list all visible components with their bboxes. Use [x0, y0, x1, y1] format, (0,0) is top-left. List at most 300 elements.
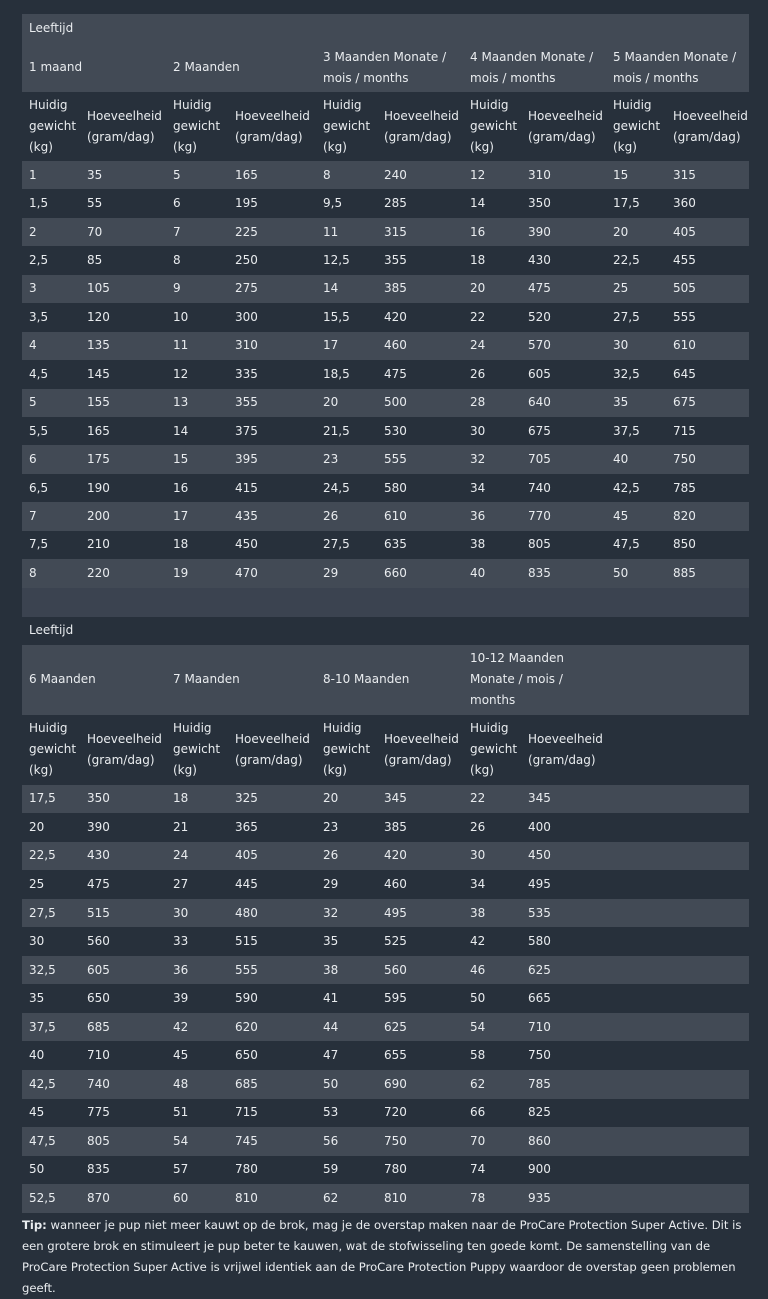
- weight-cell: 74: [470, 1162, 486, 1177]
- empty-cell: [606, 984, 666, 1013]
- amount-cell: 315: [384, 224, 407, 239]
- weight-cell: 20: [29, 819, 45, 834]
- table-row: [22, 531, 749, 559]
- amount-cell: 55: [87, 196, 103, 211]
- amount-cell: 560: [384, 962, 407, 977]
- amount-cell: 535: [528, 905, 551, 920]
- weight-cell: 17: [323, 338, 339, 353]
- amount-cell: 635: [384, 537, 407, 552]
- empty-cell: [666, 1127, 749, 1156]
- weight-column-header: Huidig gewicht (kg): [29, 98, 77, 154]
- weight-cell: 3: [29, 281, 37, 296]
- amount-cell: 770: [528, 508, 551, 523]
- amount-cell: 335: [235, 366, 258, 381]
- weight-cell: 37,5: [29, 1019, 56, 1034]
- weight-column-header: Huidig gewicht (kg): [613, 98, 661, 154]
- weight-cell: 20: [470, 281, 486, 296]
- table-row: [22, 445, 749, 473]
- amount-cell: 155: [87, 395, 110, 410]
- weight-column-header: Huidig gewicht (kg): [29, 721, 77, 778]
- amount-cell: 225: [235, 224, 258, 239]
- amount-cell: 740: [528, 480, 551, 495]
- weight-cell: 38: [323, 962, 339, 977]
- weight-cell: 5: [29, 395, 37, 410]
- weight-cell: 3,5: [29, 309, 49, 324]
- amount-cell: 300: [235, 309, 258, 324]
- weight-column-header: Huidig gewicht (kg): [323, 98, 371, 154]
- weight-cell: 15: [613, 167, 629, 182]
- weight-cell: 22,5: [613, 253, 640, 268]
- tip-label: Tip:: [22, 1218, 47, 1232]
- amount-cell: 820: [673, 508, 696, 523]
- amount-cell: 555: [673, 309, 696, 324]
- amount-cell: 315: [673, 167, 696, 182]
- amount-cell: 650: [235, 1048, 258, 1063]
- table-row: [22, 785, 749, 814]
- amount-cell: 250: [235, 253, 258, 268]
- table2-group-header: [606, 645, 749, 715]
- table-row: [22, 303, 749, 331]
- weight-cell: 34: [470, 480, 486, 495]
- weight-cell: 13: [173, 395, 189, 410]
- amount-cell: 665: [528, 991, 551, 1006]
- amount-cell: 195: [235, 196, 258, 211]
- weight-cell: 30: [470, 423, 486, 438]
- weight-cell: 1,5: [29, 196, 49, 211]
- weight-cell: 12: [173, 366, 189, 381]
- amount-cell: 350: [87, 791, 110, 806]
- table-divider: [22, 588, 749, 617]
- weight-cell: 41: [323, 991, 339, 1006]
- weight-cell: 30: [470, 848, 486, 863]
- amount-cell: 355: [384, 253, 407, 268]
- amount-cell: 495: [528, 876, 551, 891]
- table1-group-header: 3 Maanden Monate / mois / months: [323, 49, 447, 85]
- amount-cell: 720: [384, 1105, 407, 1120]
- table-row: [22, 189, 749, 217]
- weight-cell: 50: [29, 1162, 45, 1177]
- amount-cell: 310: [235, 338, 258, 353]
- table2-subheader-row: [22, 715, 749, 785]
- weight-cell: 33: [173, 934, 189, 949]
- empty-cell: [606, 1127, 666, 1156]
- weight-cell: 5: [173, 167, 181, 182]
- weight-cell: 18: [173, 791, 189, 806]
- weight-cell: 22: [470, 309, 486, 324]
- amount-column-header: Hoeveelheid (gram/dag): [673, 108, 748, 144]
- table-row: [22, 417, 749, 445]
- weight-cell: 32,5: [29, 962, 56, 977]
- amount-cell: 400: [528, 819, 551, 834]
- weight-cell: 36: [173, 962, 189, 977]
- weight-cell: 35: [29, 991, 45, 1006]
- table-row: [22, 161, 749, 189]
- table-row: [22, 1099, 749, 1128]
- weight-cell: 35: [323, 934, 339, 949]
- weight-cell: 70: [470, 1133, 486, 1148]
- table-row: [22, 870, 749, 899]
- weight-cell: 12: [470, 167, 486, 182]
- amount-cell: 505: [673, 281, 696, 296]
- amount-cell: 805: [528, 537, 551, 552]
- amount-cell: 165: [235, 167, 258, 182]
- amount-cell: 715: [673, 423, 696, 438]
- amount-cell: 685: [87, 1019, 110, 1034]
- weight-cell: 32: [323, 905, 339, 920]
- amount-cell: 515: [235, 934, 258, 949]
- weight-column-header: Huidig gewicht (kg): [173, 98, 221, 154]
- divider-cell: [22, 588, 749, 617]
- weight-cell: 32: [470, 452, 486, 467]
- table-row: [22, 360, 749, 388]
- table1-subheader-row: [22, 92, 749, 161]
- weight-cell: 29: [323, 876, 339, 891]
- amount-cell: 390: [87, 819, 110, 834]
- amount-cell: 515: [87, 905, 110, 920]
- amount-cell: 460: [384, 876, 407, 891]
- table2-group-row: [22, 645, 749, 715]
- weight-cell: 18,5: [323, 366, 350, 381]
- amount-cell: 220: [87, 565, 110, 580]
- weight-cell: 54: [173, 1133, 189, 1148]
- weight-cell: 8: [323, 167, 331, 182]
- amount-cell: 560: [87, 934, 110, 949]
- amount-cell: 385: [384, 819, 407, 834]
- amount-cell: 350: [528, 196, 551, 211]
- table-row: [22, 1184, 749, 1213]
- weight-cell: 14: [173, 423, 189, 438]
- amount-cell: 555: [384, 452, 407, 467]
- amount-cell: 835: [87, 1162, 110, 1177]
- amount-cell: 605: [87, 962, 110, 977]
- amount-cell: 395: [235, 452, 258, 467]
- weight-cell: 11: [323, 224, 339, 239]
- weight-cell: 47,5: [613, 537, 640, 552]
- weight-cell: 20: [323, 791, 339, 806]
- weight-cell: 4,5: [29, 366, 49, 381]
- amount-cell: 555: [235, 962, 258, 977]
- amount-cell: 285: [384, 196, 407, 211]
- weight-cell: 42: [173, 1019, 189, 1034]
- amount-cell: 870: [87, 1190, 110, 1205]
- weight-cell: 23: [323, 819, 339, 834]
- empty-cell: [666, 1070, 749, 1099]
- weight-cell: 27,5: [323, 537, 350, 552]
- empty-cell: [606, 1156, 666, 1185]
- empty-cell: [666, 842, 749, 871]
- empty-cell: [606, 1099, 666, 1128]
- weight-cell: 78: [470, 1190, 486, 1205]
- amount-cell: 480: [235, 905, 258, 920]
- amount-cell: 200: [87, 508, 110, 523]
- empty-cell: [666, 927, 749, 956]
- amount-cell: 705: [528, 452, 551, 467]
- weight-cell: 14: [323, 281, 339, 296]
- amount-cell: 590: [235, 991, 258, 1006]
- amount-cell: 520: [528, 309, 551, 324]
- weight-cell: 20: [323, 395, 339, 410]
- amount-cell: 450: [528, 848, 551, 863]
- weight-cell: 24: [470, 338, 486, 353]
- weight-cell: 47: [323, 1048, 339, 1063]
- table1-group-header: 2 Maanden: [173, 60, 240, 74]
- amount-column-header: Hoeveelheid (gram/dag): [528, 731, 603, 767]
- amount-cell: 430: [528, 253, 551, 268]
- amount-cell: 470: [235, 565, 258, 580]
- empty-cell: [606, 715, 666, 785]
- weight-cell: 10: [173, 309, 189, 324]
- empty-cell: [606, 785, 666, 814]
- table1-group-header: 4 Maanden Monate / mois / months: [470, 49, 594, 85]
- table-row: [22, 927, 749, 956]
- weight-cell: 59: [323, 1162, 339, 1177]
- amount-column-header: Hoeveelheid (gram/dag): [87, 731, 162, 767]
- weight-cell: 54: [470, 1019, 486, 1034]
- empty-cell: [666, 956, 749, 985]
- amount-cell: 780: [384, 1162, 407, 1177]
- amount-cell: 775: [87, 1105, 110, 1120]
- weight-cell: 8: [29, 565, 37, 580]
- weight-cell: 62: [323, 1190, 339, 1205]
- table-row: [22, 956, 749, 985]
- weight-cell: 30: [173, 905, 189, 920]
- weight-cell: 56: [323, 1133, 339, 1148]
- amount-cell: 710: [87, 1048, 110, 1063]
- spacer-row: [22, 617, 749, 645]
- weight-cell: 22,5: [29, 848, 56, 863]
- amount-column-header: Hoeveelheid (gram/dag): [235, 108, 310, 144]
- amount-cell: 415: [235, 480, 258, 495]
- amount-cell: 750: [528, 1048, 551, 1063]
- amount-column-header: Hoeveelheid (gram/dag): [384, 731, 459, 767]
- amount-cell: 860: [528, 1133, 551, 1148]
- table-row: [22, 1013, 749, 1042]
- table-row: [22, 246, 749, 274]
- weight-cell: 42: [470, 934, 486, 949]
- weight-cell: 42,5: [29, 1076, 56, 1091]
- empty-cell: [606, 927, 666, 956]
- amount-cell: 620: [235, 1019, 258, 1034]
- amount-cell: 740: [87, 1076, 110, 1091]
- amount-cell: 390: [528, 224, 551, 239]
- weight-cell: 26: [470, 819, 486, 834]
- tip-text: wanneer je pup niet meer kauwt op de brok, mag je de overstap maken naar de ProCare Protection Super Active. Dit is een grotere brok en stimuleert je pup beter te kauwen, wat de stofwisseling ten goede komt. De samenstelling van de ProCare Protection Super Active is vrijwel identiek aan de ProCare Protection Puppy waardoor de overstap geen problemen geeft.: [22, 1218, 742, 1295]
- weight-cell: 8: [173, 253, 181, 268]
- amount-cell: 190: [87, 480, 110, 495]
- weight-cell: 4: [29, 338, 37, 353]
- weight-cell: 44: [323, 1019, 339, 1034]
- amount-cell: 645: [673, 366, 696, 381]
- empty-cell: [666, 1013, 749, 1042]
- amount-cell: 145: [87, 366, 110, 381]
- weight-cell: 7,5: [29, 537, 49, 552]
- weight-cell: 45: [613, 508, 629, 523]
- empty-cell: [606, 1184, 666, 1213]
- amount-cell: 525: [384, 934, 407, 949]
- empty-cell: [666, 870, 749, 899]
- weight-cell: 21,5: [323, 423, 350, 438]
- amount-column-header: Hoeveelheid (gram/dag): [528, 108, 603, 144]
- weight-cell: 50: [323, 1076, 339, 1091]
- weight-column-header: Huidig gewicht (kg): [470, 721, 518, 778]
- amount-cell: 120: [87, 309, 110, 324]
- table2-age-label: Leeftijd: [29, 623, 74, 638]
- weight-cell: 16: [173, 480, 189, 495]
- weight-cell: 32,5: [613, 366, 640, 381]
- table-row: [22, 899, 749, 928]
- weight-cell: 6,5: [29, 480, 49, 495]
- weight-column-header: Huidig gewicht (kg): [323, 721, 371, 778]
- table-row: [22, 559, 749, 587]
- amount-cell: 385: [384, 281, 407, 296]
- weight-cell: 25: [613, 281, 629, 296]
- amount-cell: 625: [384, 1019, 407, 1034]
- amount-column-header: Hoeveelheid (gram/dag): [87, 108, 162, 144]
- amount-cell: 475: [528, 281, 551, 296]
- empty-cell: [666, 785, 749, 814]
- weight-cell: 29: [323, 565, 339, 580]
- amount-column-header: Hoeveelheid (gram/dag): [235, 731, 310, 767]
- amount-cell: 625: [528, 962, 551, 977]
- amount-cell: 780: [235, 1162, 258, 1177]
- amount-cell: 675: [528, 423, 551, 438]
- weight-cell: 27,5: [29, 905, 56, 920]
- empty-cell: [606, 813, 666, 842]
- weight-cell: 26: [323, 848, 339, 863]
- amount-cell: 610: [673, 338, 696, 353]
- weight-cell: 48: [173, 1076, 189, 1091]
- amount-cell: 345: [384, 791, 407, 806]
- weight-cell: 2,5: [29, 253, 49, 268]
- feeding-table: [22, 14, 749, 1213]
- weight-cell: 25: [29, 876, 45, 891]
- weight-cell: 37,5: [613, 423, 640, 438]
- empty-cell: [606, 842, 666, 871]
- empty-cell: [606, 1070, 666, 1099]
- weight-column-header: Huidig gewicht (kg): [470, 98, 518, 154]
- table-row: [22, 502, 749, 530]
- weight-cell: 51: [173, 1105, 189, 1120]
- amount-cell: 460: [384, 338, 407, 353]
- weight-cell: 2: [29, 224, 37, 239]
- weight-cell: 62: [470, 1076, 486, 1091]
- weight-cell: 5,5: [29, 423, 49, 438]
- weight-cell: 24,5: [323, 480, 350, 495]
- weight-cell: 50: [470, 991, 486, 1006]
- amount-cell: 785: [528, 1076, 551, 1091]
- amount-cell: 435: [235, 508, 258, 523]
- weight-cell: 22: [470, 791, 486, 806]
- amount-cell: 605: [528, 366, 551, 381]
- amount-cell: 640: [528, 395, 551, 410]
- table1-group-header: 1 maand: [29, 60, 83, 74]
- feeding-table-container: [22, 14, 749, 1213]
- empty-cell: [606, 899, 666, 928]
- weight-cell: 34: [470, 876, 486, 891]
- amount-cell: 165: [87, 423, 110, 438]
- amount-cell: 595: [384, 991, 407, 1006]
- weight-cell: 40: [613, 452, 629, 467]
- weight-cell: 20: [613, 224, 629, 239]
- empty-cell: [606, 956, 666, 985]
- table-row: [22, 1127, 749, 1156]
- weight-cell: 27: [173, 876, 189, 891]
- table-row: [22, 218, 749, 246]
- weight-cell: 26: [323, 508, 339, 523]
- weight-cell: 42,5: [613, 480, 640, 495]
- weight-cell: 27,5: [613, 309, 640, 324]
- amount-cell: 445: [235, 876, 258, 891]
- amount-cell: 825: [528, 1105, 551, 1120]
- weight-column-header: Huidig gewicht (kg): [173, 721, 221, 778]
- amount-cell: 365: [235, 819, 258, 834]
- amount-cell: 105: [87, 281, 110, 296]
- weight-cell: 28: [470, 395, 486, 410]
- amount-cell: 850: [673, 537, 696, 552]
- weight-cell: 18: [173, 537, 189, 552]
- amount-cell: 580: [528, 934, 551, 949]
- amount-cell: 420: [384, 309, 407, 324]
- table1-group-row: [22, 43, 749, 92]
- amount-cell: 210: [87, 537, 110, 552]
- amount-cell: 430: [87, 848, 110, 863]
- table-row: [22, 842, 749, 871]
- weight-cell: 45: [173, 1048, 189, 1063]
- empty-cell: [606, 1013, 666, 1042]
- table-row: [22, 1041, 749, 1070]
- table2-group-header: 10-12 Maanden Monate / mois / months: [470, 651, 564, 708]
- table2-group-header: 8-10 Maanden: [323, 672, 410, 687]
- amount-cell: 240: [384, 167, 407, 182]
- amount-cell: 660: [384, 565, 407, 580]
- amount-cell: 530: [384, 423, 407, 438]
- amount-cell: 175: [87, 452, 110, 467]
- amount-cell: 610: [384, 508, 407, 523]
- empty-cell: [666, 1041, 749, 1070]
- empty-cell: [666, 1099, 749, 1128]
- empty-cell: [666, 899, 749, 928]
- amount-cell: 475: [384, 366, 407, 381]
- amount-cell: 475: [87, 876, 110, 891]
- weight-cell: 15,5: [323, 309, 350, 324]
- weight-cell: 39: [173, 991, 189, 1006]
- weight-cell: 38: [470, 905, 486, 920]
- weight-cell: 9,5: [323, 196, 343, 211]
- weight-cell: 53: [323, 1105, 339, 1120]
- weight-cell: 50: [613, 565, 629, 580]
- amount-cell: 580: [384, 480, 407, 495]
- empty-cell: [666, 813, 749, 842]
- weight-cell: 60: [173, 1190, 189, 1205]
- table-row: [22, 984, 749, 1013]
- amount-cell: 750: [673, 452, 696, 467]
- weight-cell: 17,5: [29, 791, 56, 806]
- amount-cell: 420: [384, 848, 407, 863]
- table-row: [22, 813, 749, 842]
- tip-note: [22, 1215, 742, 1299]
- weight-cell: 12,5: [323, 253, 350, 268]
- amount-cell: 135: [87, 338, 110, 353]
- amount-cell: 715: [235, 1105, 258, 1120]
- table1-age-label: Leeftijd: [29, 21, 74, 35]
- weight-cell: 30: [613, 338, 629, 353]
- weight-cell: 38: [470, 537, 486, 552]
- table2-group-header: 7 Maanden: [173, 672, 240, 687]
- weight-cell: 35: [613, 395, 629, 410]
- amount-cell: 570: [528, 338, 551, 353]
- weight-cell: 17: [173, 508, 189, 523]
- empty-cell: [606, 870, 666, 899]
